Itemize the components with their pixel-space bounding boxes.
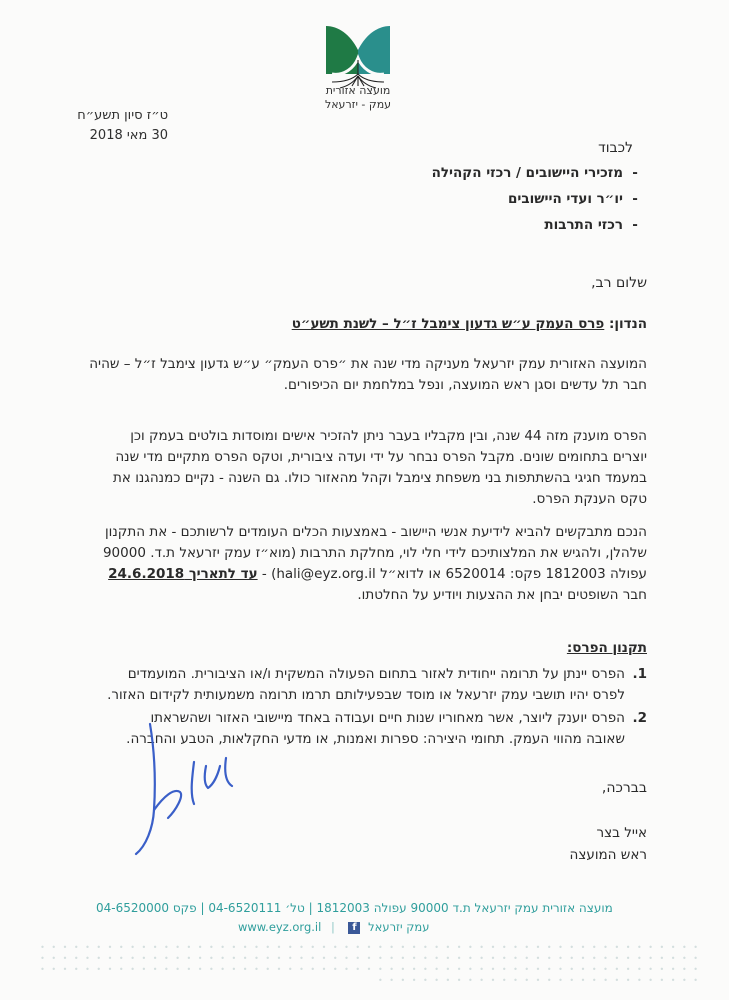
to-label: לכבוד (598, 140, 633, 156)
bullet-dash: - (632, 217, 638, 233)
email-link[interactable]: (hali@eyz.org.il (271, 566, 376, 582)
contact-text: עפולה 1812003 פקס: 6520014 או לדוא״ל (375, 566, 647, 582)
footer-website[interactable]: www.eyz.org.il (238, 920, 322, 934)
recipient-item (227, 212, 647, 238)
recipient-list (227, 160, 647, 238)
recipient-item (227, 186, 647, 212)
signer-name: אייל בצר (596, 825, 647, 841)
paragraph-history (67, 426, 647, 510)
paragraph-instructions (67, 522, 647, 606)
signer-title: ראש המועצה (569, 847, 647, 863)
dash-separator: - (257, 566, 272, 582)
recipient-text: מזכירי היישובים / רכזי הקהילה (431, 165, 623, 181)
paragraph-line: שלהלן, ולהגיש את המלצותיכם לידי חלי לוי, מחלקת התרבות (מוא״ז עמק יזרעאל ת.ד. 90000 (102, 545, 647, 561)
letter-date (58, 106, 168, 146)
paragraph-line (67, 564, 647, 585)
bullet-dash: - (632, 165, 638, 181)
paragraph-line: יוצרים בתחומים שונים. מקבל הפרס נבחר על ידי ועדה ציבורית, וטקס הפרס מתקיים מדי שנה (115, 449, 647, 465)
rule-number: 1. (632, 666, 647, 682)
facebook-icon[interactable]: f (348, 922, 360, 934)
rules-title: תקנון הפרס: (566, 640, 647, 656)
paragraph-line: טקס הענקת הפרס. (532, 491, 647, 507)
footer-separator: | (330, 920, 335, 934)
hebrew-date: ט״ז סיון תשע״ח (77, 108, 168, 123)
rule-line: הפרס יוענק ליוצר, אשר מאחוריו שנות חיים ועבודה באחד מיישובי האזור ושהשראתו (150, 710, 625, 726)
footer-contact: מועצה אזורית עמק יזרעאל ת.ד 90000 עפולה 1812003 | טל׳ 04-6520111 | פקס 04-6520000 (96, 901, 613, 915)
rule-line: לפרס יהיו תושבי עמק יזרעאל או מוסד שבפעילותם תרמו תרומה משמעותית לקידום האזור. (107, 687, 625, 703)
footer-decorative-pattern: • • • • • • • • • • • • • • • • • • • • • • • • • • • • • • • • • • • • • • • • • • • • • • • • • • • • • • • • • • • • • • • • • • • • • • • • • • • • • • • • • • • • • • • • • • • • • • • • • • • • • • • • • • • • • • • • • • • • • • • • • • • • • • • • • • • • • • • • • • • • • • • • • • • • • • • • • • • • • • • • • • • • • • • • • • • • • • • • • • • • • • • • • • • • • • • • • • • • • • • • • • • • • • (40, 943, 700, 985)
closing: בברכה, (601, 780, 647, 796)
recipient-item (227, 160, 647, 186)
rule-line: הפרס יינתן על תרומה ייחודית לאזור בתחום הפעולה המשקית ו/או הציבורית. המועמדים (127, 666, 625, 682)
paragraph-line: במעמד חגיגי בהשתתפות בני משפחת צימבל וקהל מהאזור כולו. גם השנה - נקיים כמנהגנו את (113, 470, 647, 486)
council-name-line2: עמק - יזרעאל (324, 98, 392, 111)
subject-line (292, 316, 647, 332)
paragraph-intro (67, 354, 647, 396)
footer-facebook[interactable]: עמק יזרעאל (368, 920, 430, 934)
rule-number: 2. (632, 710, 647, 726)
paragraph-line: הפרס מוענק מזה 44 שנה, ובין מקבליו בעבר ניתן להזכיר אישים ומוסדות בולטים בעמק וכן (130, 428, 647, 444)
rule-item (47, 664, 647, 706)
bullet-dash: - (632, 191, 638, 207)
greeting: שלום רב, (591, 275, 647, 291)
gregorian-date: 30 מאי 2018 (89, 128, 168, 143)
footer-links (238, 920, 618, 934)
paragraph-line: הנכם מתבקשים להביא לידיעת אנשי היישוב - באמצעות הכלים העומדים לרשותכם - את התקנון (105, 524, 647, 540)
paragraph-line: המועצה האזורית עמק יזרעאל מעניקה מדי שנה את ״פרס העמק״ ע״ש גדעון צימבל ז״ל – שהיה (89, 356, 647, 372)
signer-block (570, 822, 647, 866)
subject-text: פרס העמק ע״ש גדעון צימבל ז״ל – לשנת תשע״ט (291, 316, 605, 332)
council-name (300, 84, 416, 112)
deadline-text: עד לתאריך 24.6.2018 (108, 566, 258, 582)
paragraph-line: חבר תל עדשים וסגן ראש המועצה, ונפל במלחמת יום הכיפורים. (283, 377, 647, 393)
handwritten-signature (110, 718, 250, 858)
recipient-text: רכזי התרבות (544, 217, 623, 233)
recipient-text: יו״ר ועדי היישובים (508, 191, 623, 207)
subject-prefix: הנדון: (604, 316, 647, 332)
paragraph-line: חבר השופטים יבחן את ההצעות ויודיע על החלטתו. (357, 587, 647, 603)
council-name-line1: מועצה אזורית (325, 84, 391, 97)
rule-line: שאובה מהווי העמק. תחומי היצירה: ספרות ואמנות, או מדעי החקלאות, הטבע והחברה. (126, 731, 625, 747)
